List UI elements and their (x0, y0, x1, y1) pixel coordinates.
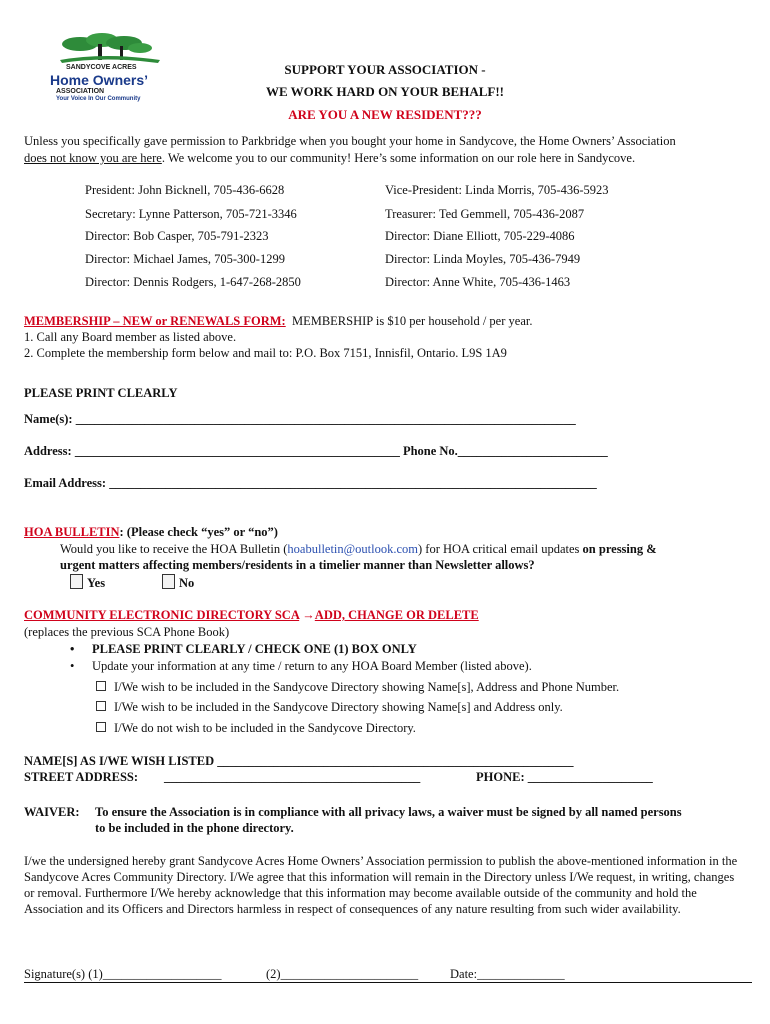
date-field[interactable]: Date:______________ (450, 967, 565, 981)
option-checkbox[interactable] (96, 722, 106, 732)
board-director: Director: Dennis Rodgers, 1-647-268-2850 (85, 275, 301, 289)
waiver-paragraph: I/we the undersigned hereby grant Sandycove Acres Home Owners’ Association permission to publish the above-mentioned information in the Sandycove Acres Community Directory. I/We agree that this information will remain in the Directory unless I/We request, in writing, changes or removal. Furthermore I/We hereby acknowledge that this information may become available outside of the community and hold the Association and its Officers and Directors harmless in respect of consequences of any nature resulting from such wider availability. (24, 854, 738, 916)
bulletin-email-link[interactable]: hoabulletin@outlook.com (287, 542, 419, 556)
board-treasurer: Treasurer: Ted Gemmell, 705-436-2087 (385, 207, 585, 221)
arrow-icon: → (302, 608, 315, 622)
membership-heading (24, 314, 532, 329)
directory-option-2[interactable] (96, 700, 563, 715)
board-director: Director: Anne White, 705-436-1463 (385, 275, 571, 289)
board-director: Director: Bob Casper, 705-791-2323 (85, 229, 269, 243)
bulletin-question-line1 (60, 542, 657, 557)
directory-bullet2: • Update your information at any time / return to any HOA Board Member (listed above). (92, 659, 532, 674)
logo-tagline: Your Voice In Our Community (56, 96, 141, 102)
waiver-label: WAIVER: (24, 805, 80, 819)
option-checkbox[interactable] (96, 681, 106, 691)
signature-1-field[interactable]: Signature(s) (1)___________________ (24, 967, 222, 981)
yes-label: Yes (87, 576, 106, 590)
street-address-label: STREET ADDRESS: (24, 770, 139, 784)
intro-part2: . We welcome you to our community! Here’s some information on our role here in Sandycove. (161, 151, 636, 165)
membership-step1: 1. Call any Board member as listed above. (24, 330, 237, 344)
logo-line3: ASSOCIATION (56, 88, 105, 95)
directory-bullet1: • PLEASE PRINT CLEARLY / CHECK ONE (1) BOX ONLY (92, 642, 417, 657)
bulletin-question-line2: urgent matters affecting members/residents in a timelier manner than Newsletter allows? (60, 558, 535, 572)
address-phone-field[interactable]: Address: ____________________________________________________ Phone No.________________________ (24, 444, 608, 458)
board-director: Director: Diane Elliott, 705-229-4086 (385, 229, 575, 243)
bulletin-instruction: : (Please check “yes” or “no”) (119, 525, 278, 539)
waiver-text2: to be included in the phone directory. (95, 821, 294, 835)
bulletin-no-option[interactable] (162, 574, 194, 591)
directory-option-1[interactable] (96, 680, 619, 695)
logo-line2: Home Owners’ (50, 72, 149, 88)
header-line1: SUPPORT YOUR ASSOCIATION - (284, 62, 486, 77)
membership-step2: 2. Complete the membership form below and mail to: P.O. Box 7151, Innisfil, Ontario. L9S 1A9 (24, 346, 507, 360)
bulletin-yes-option[interactable] (70, 574, 105, 591)
option-checkbox[interactable] (96, 701, 106, 711)
yes-checkbox[interactable] (70, 574, 83, 589)
no-checkbox[interactable] (162, 574, 175, 589)
waiver-text1: To ensure the Association is in compliance with all privacy laws, a waiver must be signed by all named persons (95, 805, 682, 819)
directory-option-3[interactable] (96, 721, 416, 736)
no-label: No (179, 576, 195, 590)
bulletin-heading (24, 525, 278, 540)
option-label: I/We do not wish to be included in the Sandycove Directory. (114, 721, 416, 735)
intro-line1: Unless you specifically gave permission to Parkbridge when you bought your home in Sandycove, the Home Owners’ Association (24, 134, 676, 148)
header-line3: ARE YOU A NEW RESIDENT??? (288, 107, 482, 122)
phone-field[interactable]: PHONE: ____________________ (476, 770, 653, 784)
option-label: I/We wish to be included in the Sandycove Directory showing Name[s], Address and Phone Number. (114, 680, 620, 694)
board-vice-president: Vice-President: Linda Morris, 705-436-5923 (385, 183, 609, 197)
header-line2: WE WORK HARD ON YOUR BEHALF!! (266, 84, 504, 99)
email-field[interactable]: Email Address: ______________________________________________________________________________ (24, 476, 597, 490)
intro-underlined: does not know you are here (24, 151, 162, 165)
board-secretary: Secretary: Lynne Patterson, 705-721-3346 (85, 207, 297, 221)
directory-heading (24, 608, 479, 623)
signature-2-field[interactable]: (2)______________________ (266, 967, 419, 981)
membership-title: MEMBERSHIP – NEW or RENEWALS FORM: (24, 314, 286, 328)
membership-fee: MEMBERSHIP is $10 per household / per year. (291, 314, 533, 328)
logo-line1: SANDYCOVE ACRES (66, 64, 137, 71)
print-clearly-label: PLEASE PRINT CLEARLY (24, 386, 178, 400)
bulletin-q-part1: Would you like to receive the HOA Bulletin ( (60, 542, 288, 556)
hoa-logo (40, 30, 170, 110)
bulletin-q-part2: ) for HOA critical email updates (418, 542, 583, 556)
street-address-field[interactable]: _________________________________________ (164, 770, 421, 784)
bulletin-q-bold1: on pressing & (582, 542, 657, 556)
board-director: Director: Linda Moyles, 705-436-7949 (385, 252, 581, 266)
directory-replaces: (replaces the previous SCA Phone Book) (24, 625, 230, 639)
name-listed-field[interactable]: NAME[S] AS I/WE WISH LISTED _________________________________________________________ (24, 754, 574, 768)
intro-line2 (24, 151, 635, 166)
names-field[interactable]: Name(s): ________________________________________________________________________________ (24, 412, 576, 426)
directory-title2: ADD, CHANGE OR DELETE (314, 608, 479, 622)
bottom-divider (24, 982, 752, 983)
bulletin-title: HOA BULLETIN (24, 525, 120, 539)
board-president: President: John Bicknell, 705-436-6628 (85, 183, 285, 197)
directory-title: COMMUNITY ELECTRONIC DIRECTORY SCA (24, 608, 300, 622)
option-label: I/We wish to be included in the Sandycove Directory showing Name[s] and Address only. (114, 700, 563, 714)
board-director: Director: Michael James, 705-300-1299 (85, 252, 285, 266)
